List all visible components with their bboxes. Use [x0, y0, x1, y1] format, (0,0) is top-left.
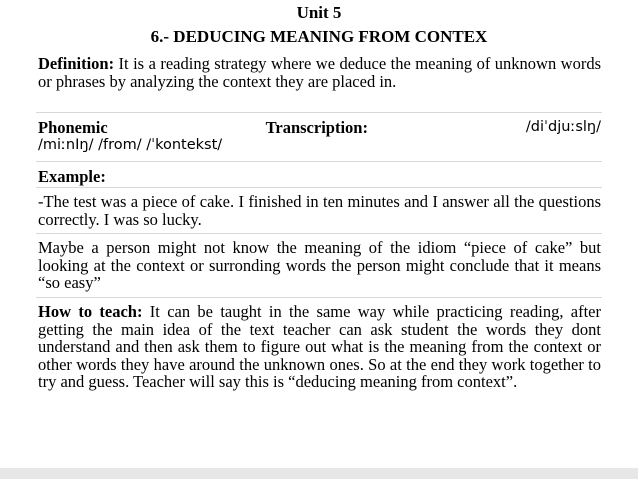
- phonemic-ipa-2: /miːnIŋ/ /from/ /ˈkontekst/: [38, 136, 223, 153]
- phonemic-label-1: Phonemic: [38, 118, 108, 137]
- phonemic-ipa-1: /diˈdjuːslŋ/: [525, 119, 601, 135]
- bottom-bar: [0, 468, 638, 479]
- how-to-teach-text: It can be taught in the same way while practicing reading, after getting the main idea of the text teacher can ask student the words they dont understand and then ask them to figure out what is the meaning from the context or other words they have around the unknown ones. So at the end they work together to try and guess. Teacher will say this is “deducing meaning from context”.: [38, 302, 602, 391]
- example-label-paragraph: [38, 168, 601, 186]
- divider: [36, 297, 602, 298]
- definition-label: Definition:: [38, 54, 115, 73]
- divider: [36, 187, 602, 188]
- example-sentence: -The test was a piece of cake. I finished in ten minutes and I answer all the questions correctly. I was so lucky.: [38, 192, 601, 229]
- divider: [36, 112, 602, 113]
- section-heading: 6.- DEDUCING MEANING FROM CONTEX: [150, 27, 488, 46]
- phonemic-block: [38, 119, 601, 154]
- divider: [36, 233, 602, 234]
- how-to-teach-paragraph: [38, 303, 601, 391]
- example-explanation: Maybe a person might not know the meaning of the idiom “piece of cake” but looking at the context or surronding words the person might conclude that it means “so easy”: [38, 238, 601, 292]
- phonemic-line: [38, 119, 601, 137]
- how-to-teach-label: How to teach:: [38, 302, 143, 321]
- divider: [36, 161, 602, 162]
- example-label: Example:: [38, 167, 106, 186]
- definition-text: It is a reading strategy where we deduce the meaning of unknown words or phrases by analyzing the context they are placed in.: [38, 54, 601, 91]
- phonemic-label-2: Transcription:: [265, 118, 368, 137]
- unit-title: Unit 5: [296, 3, 342, 22]
- definition-paragraph: [38, 55, 601, 90]
